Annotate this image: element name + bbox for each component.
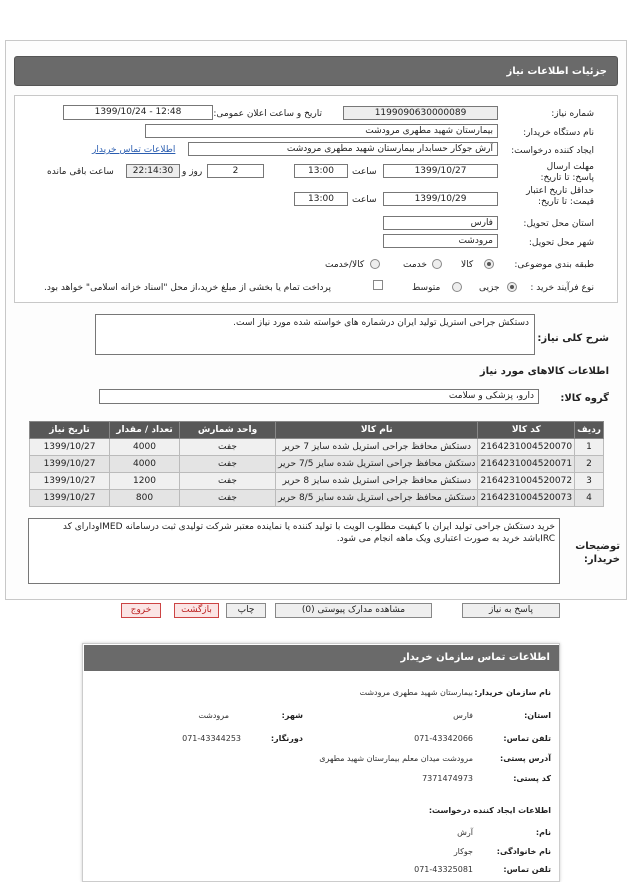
buyer-org-field: بیمارستان شهید مطهری مرودشت — [145, 124, 498, 138]
category-goods-radio[interactable] — [484, 259, 494, 269]
validity-time-field: 13:00 — [294, 192, 348, 206]
cell-date: 1399/10/27 — [30, 490, 110, 507]
table-row — [30, 439, 604, 456]
contact-city-value: مرودشت — [198, 711, 229, 720]
validity-date-field: 1399/10/29 — [383, 192, 498, 206]
contact-phone-value: 071-43342066 — [414, 734, 473, 743]
creator-family-label: نام خانوادگی: — [496, 847, 551, 856]
process-minor-radio[interactable] — [507, 282, 517, 292]
cell-name: دستکش محافظ جراحی استریل شده سایز 8 حریر — [276, 473, 478, 490]
deadline-time-field: 13:00 — [294, 164, 348, 178]
process-medium-label: متوسط — [412, 283, 441, 293]
notes-textarea[interactable]: خرید دستکش جراحی تولید ایران با کیفیت مطلوب الویت با تولید کننده یا نماینده معتبر شرکت تولیدی ثبت درسامانه IMEDودارای کد IRCباشد خرید به صورت اعتباری ویک ماهه انجام می شود. — [28, 518, 560, 584]
table-row — [30, 490, 604, 507]
creator-name-label: نام: — [535, 828, 551, 837]
contact-postal-label: کد پستی: — [513, 774, 551, 783]
cell-name: دستکش محافظ جراحی استریل شده سایز 7/5 حریر — [276, 456, 478, 473]
remaining-label: ساعت باقی مانده — [47, 167, 114, 177]
table-row — [30, 473, 604, 490]
contact-province-value: فارس — [453, 711, 473, 720]
contact-address-label: آدرس پستی: — [500, 754, 551, 763]
remaining-time-field: 22:14:30 — [126, 164, 180, 178]
city-field: مرودشت — [383, 234, 498, 248]
cell-qty: 1200 — [110, 473, 180, 490]
col-code: کد کالا — [478, 422, 575, 439]
validity-label: حداقل تاریخ اعتبار قیمت: تا تاریخ: — [526, 186, 594, 207]
panel-header — [14, 56, 618, 86]
contact-org-label: نام سازمان خریدار: — [474, 688, 551, 697]
category-service-radio[interactable] — [432, 259, 442, 269]
creator-phone-label: تلفن تماس: — [503, 865, 551, 874]
summary-textarea[interactable]: دستکش جراحی استریل تولید ایران درشماره های خواسته شده مورد نیاز است. — [95, 314, 535, 355]
cell-unit: جفت — [180, 473, 276, 490]
print-button[interactable]: چاپ — [226, 603, 266, 618]
category-goods-label: کالا — [461, 260, 474, 270]
city-label: شهر محل تحویل: — [528, 238, 594, 248]
process-label: نوع فرآیند خرید : — [530, 283, 594, 293]
table-row — [30, 456, 604, 473]
creator-family-value: جوکار — [453, 847, 473, 856]
contact-fax-value: 071-43344253 — [182, 734, 241, 743]
contact-address-value: مرودشت میدان معلم بیمارستان شهید مطهری — [319, 754, 473, 763]
reply-button[interactable]: پاسخ به نیاز — [462, 603, 560, 618]
buyer-contact-link[interactable]: اطلاعات تماس خریدار — [92, 145, 176, 155]
cell-qty: 4000 — [110, 439, 180, 456]
cell-qty: 4000 — [110, 456, 180, 473]
cell-date: 1399/10/27 — [30, 473, 110, 490]
deadline-date-field: 1399/10/27 — [383, 164, 498, 178]
validity-time-label: ساعت — [352, 195, 377, 205]
cell-row: 4 — [575, 490, 604, 507]
days-label: روز و — [182, 167, 203, 177]
creator-name-value: آرش — [457, 828, 473, 837]
notes-label: توضیحات خریدار: — [575, 541, 620, 565]
contact-org-value: بیمارستان شهید مطهری مرودشت — [359, 688, 473, 697]
treasury-payment-note: پرداخت تمام یا بخشی از مبلغ خرید،از محل "اسناد خزانه اسلامی" خواهد بود. — [44, 283, 332, 293]
goods-group-field: دارو، پزشکی و سلامت — [99, 389, 539, 404]
cell-qty: 800 — [110, 490, 180, 507]
cell-name: دستکش محافظ جراحی استریل شده سایز 8/5 حریر — [276, 490, 478, 507]
cell-code: 2164231004520071 — [478, 456, 575, 473]
cell-unit: جفت — [180, 490, 276, 507]
goods-table-header — [30, 422, 604, 439]
back-button[interactable]: بازگشت — [174, 603, 219, 618]
cell-code: 2164231004520070 — [478, 439, 575, 456]
exit-button[interactable]: خروج — [121, 603, 161, 618]
cell-row: 2 — [575, 456, 604, 473]
category-both-label: کالا/خدمت — [325, 260, 365, 270]
col-qty: تعداد / مقدار — [110, 422, 180, 439]
cell-unit: جفت — [180, 456, 276, 473]
goods-table — [29, 421, 604, 507]
attachments-button[interactable]: مشاهده مدارک پیوستی (0) — [275, 603, 432, 618]
col-name: نام کالا — [276, 422, 478, 439]
need-number-field: 1199090630000089 — [343, 106, 498, 120]
contact-phone-label: تلفن تماس: — [503, 734, 551, 743]
col-unit: واحد شمارش — [180, 422, 276, 439]
cell-row: 3 — [575, 473, 604, 490]
buyer-org-label: نام دستگاه خریدار: — [523, 128, 594, 138]
contact-fax-label: دورنگار: — [270, 734, 303, 743]
process-minor-label: جزیی — [479, 283, 500, 293]
creator-section-title: اطلاعات ایجاد کننده درخواست: — [428, 806, 551, 815]
treasury-payment-checkbox[interactable] — [373, 280, 383, 290]
cell-date: 1399/10/27 — [30, 456, 110, 473]
col-row: ردیف — [575, 422, 604, 439]
contact-postal-value: 7371474973 — [422, 774, 473, 783]
deadline-label: مهلت ارسال پاسخ: تا تاریخ: — [540, 162, 594, 183]
cell-code: 2164231004520073 — [478, 490, 575, 507]
page-title: جزئیات اطلاعات نیاز — [506, 66, 607, 77]
goods-section-title: اطلاعات کالاهای مورد نیاز — [479, 366, 609, 377]
cell-unit: جفت — [180, 439, 276, 456]
creator-field: آرش جوکار حسابدار بیمارستان شهید مطهری مرودشت — [188, 142, 498, 156]
category-both-radio[interactable] — [370, 259, 380, 269]
summary-label: شرح کلی نیاز: — [537, 333, 609, 344]
process-medium-radio[interactable] — [452, 282, 462, 292]
province-field: فارس — [383, 216, 498, 230]
cell-name: دستکش محافظ جراحی استریل شده سایز 7 حریر — [276, 439, 478, 456]
announce-label: تاریخ و ساعت اعلان عمومی: — [213, 109, 322, 119]
need-number-label: شماره نیاز: — [551, 109, 594, 119]
contact-card-title: اطلاعات تماس سازمان خریدار — [84, 645, 560, 671]
category-label: طبقه بندی موضوعی: — [514, 260, 594, 270]
deadline-time-label: ساعت — [352, 167, 377, 177]
creator-phone-value: 071-43325081 — [414, 865, 473, 874]
days-field: 2 — [207, 164, 264, 178]
contact-province-label: استان: — [524, 711, 551, 720]
cell-code: 2164231004520072 — [478, 473, 575, 490]
cell-date: 1399/10/27 — [30, 439, 110, 456]
contact-city-label: شهر: — [281, 711, 303, 720]
category-service-label: خدمت — [403, 260, 427, 270]
goods-group-label: گروه کالا: — [560, 393, 609, 404]
creator-label: ایجاد کننده درخواست: — [511, 146, 594, 156]
buyer-contact-card — [82, 643, 560, 882]
announce-datetime-field: 1399/10/24 - 12:48 — [63, 105, 213, 120]
cell-row: 1 — [575, 439, 604, 456]
province-label: استان محل تحویل: — [523, 219, 594, 229]
col-date: تاریخ نیاز — [30, 422, 110, 439]
